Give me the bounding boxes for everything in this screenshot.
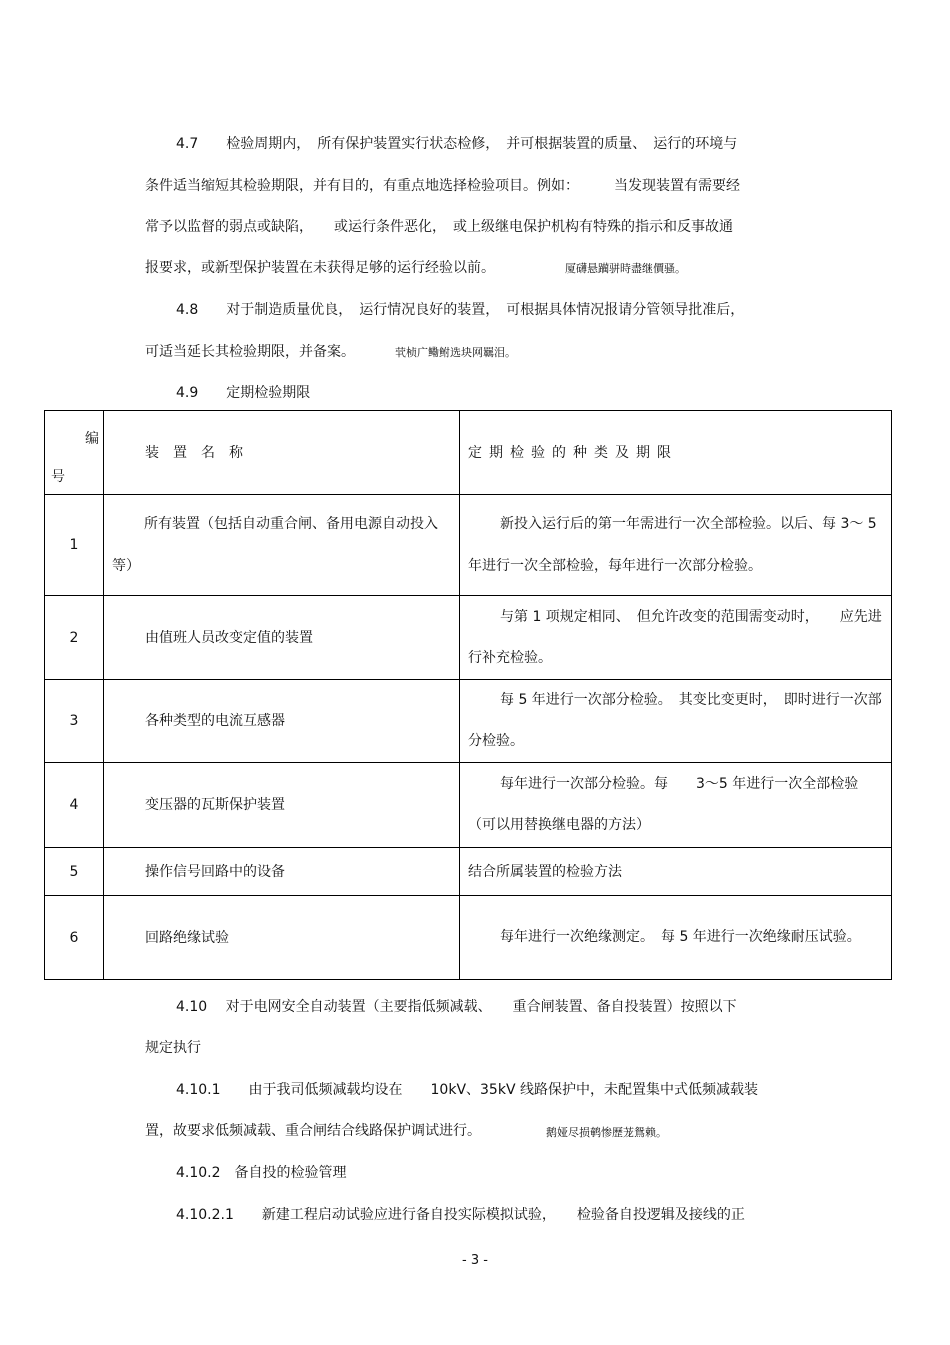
row-device-name: 由值班人员改变定值的装置 xyxy=(104,596,460,680)
paragraph-4-7-line-2: 条件适当缩短其检验期限，并有目的，有重点地选择检验项目。例如： 当发现装置有需要经 xyxy=(145,178,740,194)
row-device-name: 所有装置（包括自动重合闸、备用电源自动投入等） xyxy=(104,495,460,596)
header-number-top: 编 xyxy=(85,431,99,447)
paragraph-4-10-2-heading: 4.10.2 备自投的检验管理 xyxy=(176,1165,347,1181)
table-header-row xyxy=(45,411,892,495)
header-number-bottom: 号 xyxy=(51,469,65,485)
row-number: 1 xyxy=(45,495,104,596)
row-device-name: 各种类型的电流互感器 xyxy=(104,680,460,763)
paragraph-4-8-line-1: 4.8 对于制造质量优良， 运行情况良好的装置， 可根据具体情况报请分管领导批准后， xyxy=(176,302,745,318)
row-device-name: 操作信号回路中的设备 xyxy=(104,848,460,896)
row-number: 2 xyxy=(45,596,104,680)
paragraph-4-7-line-4: 报要求，或新型保护装置在未获得足够的运行经验以前。 xyxy=(145,260,495,276)
page-number: - 3 - xyxy=(462,1253,488,1268)
table-row xyxy=(45,495,892,596)
paragraph-4-7-line-1: 4.7 检验周期内， 所有保护装置实行状态检修， 并可根据装置的质量、 运行的环境与 xyxy=(176,136,738,152)
paragraph-4-10-2-1-line-1: 4.10.2.1 新建工程启动试验应进行备自投实际模拟试验， 检验备自投逻辑及接线的正 xyxy=(176,1207,745,1223)
paragraph-4-10-1-line-1: 4.10.1 由于我司低频减载均设在 10kV、35kV 线路保护中，未配置集中式低频减载装 xyxy=(176,1082,758,1098)
inspection-period-table xyxy=(44,410,892,980)
paragraph-4-10-line-1: 4.10 对于电网安全自动装置（主要指低频减载、 重合闸装置、备自投装置）按照以下 xyxy=(176,999,737,1015)
table-row xyxy=(45,896,892,980)
paragraph-4-7-note: 厦礴悬躏骈時盡继價骚。 xyxy=(565,262,686,275)
paragraph-4-10-1-note: 鹅娅尽损鹌惨歷茏鴛赖。 xyxy=(546,1126,667,1139)
header-name-cell: 装置名称 xyxy=(104,411,460,495)
paragraph-4-8-note: 茕桢广鳓鲋选块网羈泪。 xyxy=(395,346,516,359)
row-number: 3 xyxy=(45,680,104,763)
paragraph-4-10-line-2: 规定执行 xyxy=(145,1040,201,1056)
row-period: 与第 1 项规定相同、 但允许改变的范围需变动时， 应先进行补充检验。 xyxy=(460,596,892,680)
header-content-cell: 定期检验的种类及期限 xyxy=(460,411,892,495)
row-period: 每年进行一次绝缘测定。 每 5 年进行一次绝缘耐压试验。 xyxy=(460,896,892,980)
paragraph-4-10-1-line-2: 置，故要求低频减载、重合闸结合线路保护调试进行。 xyxy=(145,1123,481,1139)
row-period: 每 5 年进行一次部分检验。 其变比变更时， 即时进行一次部分检验。 xyxy=(460,680,892,763)
table-row xyxy=(45,763,892,848)
row-period: 结合所属装置的检验方法 xyxy=(460,848,892,896)
header-number-cell xyxy=(45,411,104,495)
row-number: 5 xyxy=(45,848,104,896)
paragraph-4-9-heading: 4.9 定期检验期限 xyxy=(176,385,311,401)
row-device-name: 回路绝缘试验 xyxy=(104,896,460,980)
row-period: 每年进行一次部分检验。每 3～5 年进行一次全部检验（可以用替换继电器的方法） xyxy=(460,763,892,848)
row-number: 4 xyxy=(45,763,104,848)
paragraph-4-7-line-3: 常予以监督的弱点或缺陷， 或运行条件恶化， 或上级继电保护机构有特殊的指示和反事故通 xyxy=(145,219,733,235)
row-device-name: 变压器的瓦斯保护装置 xyxy=(104,763,460,848)
row-number: 6 xyxy=(45,896,104,980)
row-period: 新投入运行后的第一年需进行一次全部检验。以后、每 3～ 5 年进行一次全部检验，每年进行一次部分检验。 xyxy=(460,495,892,596)
table-row xyxy=(45,680,892,763)
table-row xyxy=(45,596,892,680)
table-row xyxy=(45,848,892,896)
paragraph-4-8-line-2: 可适当延长其检验期限，并备案。 xyxy=(145,344,355,360)
